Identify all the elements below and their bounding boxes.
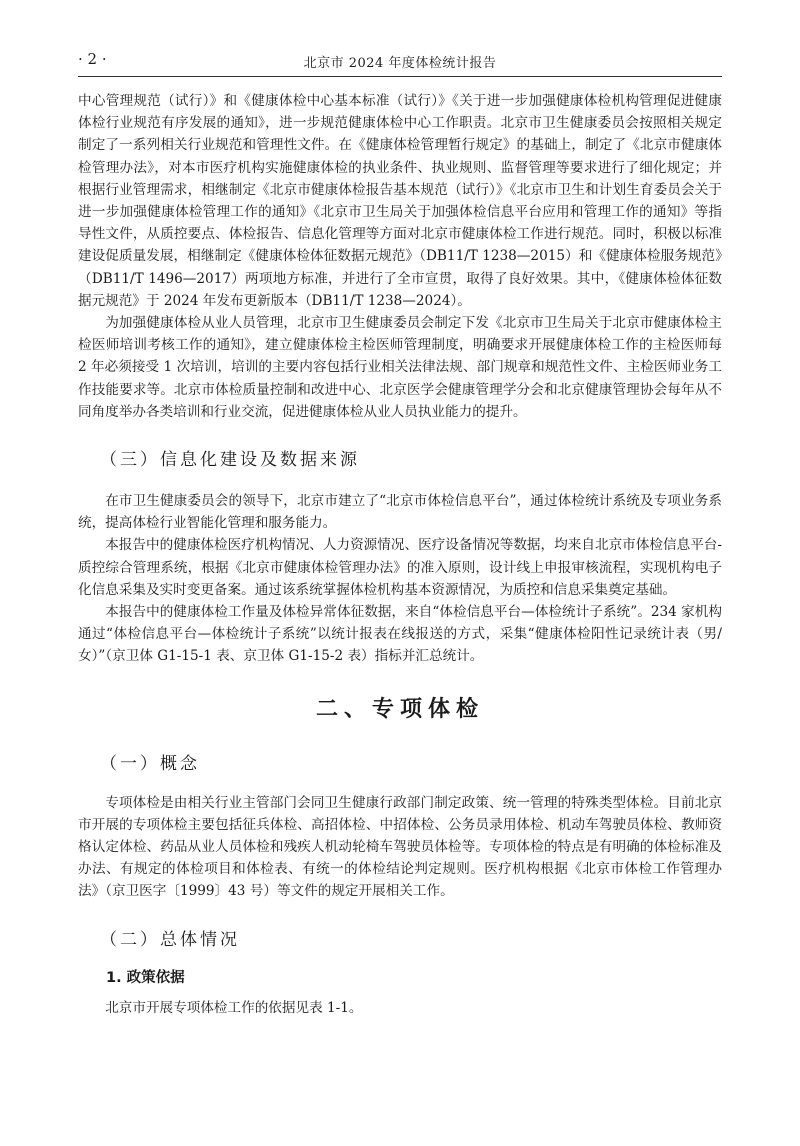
paragraph-staff-training: 为加强健康体检从业人员管理，北京市卫生健康委员会制定下发《北京市卫生局关于北京市健康体检主检医师培训考核工作的通知》，建立健康体检主检医师管理制度，明确要求开展健康体检工作的主检医师每 2 年必须接受 1 次培训，培训的主要内容包括行业相关法律法规、部门规章和规范性文件、主检医师业务工作技能要求等。北京市体检质量控制和改进中心、北京医学会健康管理学分会和北京健康管理协会每年从不同角度举办各类培训和行业交流，促进健康体检从业人员执业能力的提升。 [78,315,722,420]
paragraph-standards: 中心管理规范（试行）》和《健康体检中心基本标准（试行）》《关于进一步加强健康体检机构管理促进健康体检行业规范有序发展的通知》，进一步规范健康体检中心工作职责。北京市卫生健康委员会按照相关规定制定了一系列相关行业规范和管理性文件。在《健康体检管理暂行规定》的基础上，制定了《北京市健康体检管理办法》，对本市医疗机构实施健康体检的执业条件、执业规则、监督管理等要求进行了细化规定；并根据行业管理需求，相继制定《北京市健康体检报告基本规范（试行）》《北京市卫生和计划生育委员会关于进一步加强健康体检管理工作的通知》《北京市卫生局关于加强体检信息平台应用和管理工作的通知》等指导性文件，从质控要点、体检报告、信息化管理等方面对北京市健康体检工作进行规范。同时，积极以标准建设促质量发展，相继制定《健康体检体征数据元规范》（DB11/T 1238—2015）和《健康体检服务规范》（DB11/T 1496—2017）两项地方标准，并进行了全市宣贯，取得了良好效果。其中，《健康体检体征数据元规范》于 2024 年发布更新版本（DB11/T 1238—2024）。 [78,93,722,309]
header-divider [78,76,722,77]
subsection-heading-policy: 1. 政策依据 [106,969,185,986]
section-heading-overview: （二）总体情况 [100,929,240,950]
page-body [78,90,722,1019]
page-header [78,50,722,74]
paragraph-concept: 专项体检是由相关行业主管部门会同卫生健康行政部门制定政策、统一管理的特殊类型体检。目前北京市开展的专项体检主要包括征兵体检、高招体检、中招体检、公务员录用体检、机动车驾驶员体检、教师资格认定体检、药品从业人员体检和残疾人机动轮椅车驾驶员体检等。专项体检的特点是有明确的体检标准及办法、有规定的体检项目和体检表、有统一的体检结论判定规则。医疗机构根据《北京市体检工作管理办法》（京卫医字〔1999〕43 号）等文件的规定开展相关工作。 [78,794,722,900]
section-heading-concept: （一）概念 [100,753,200,774]
chapter-heading: 二、专项体检 [315,696,484,722]
paragraph-table-reference: 北京市开展专项体检工作的依据见表 1-1。 [105,999,363,1016]
page-number: · 2 · [78,50,107,68]
paragraph-workload-data: 本报告中的健康体检工作量及体检异常体征数据，来自“体检信息平台—体检统计子系统”。234 家机构通过“体检信息平台—体检统计子系统”以统计报表在线报送的方式，采集“健康体检阳性记录统计表（男/女）”（京卫体 G1-15-1 表、京卫体 G1-15-2 表）指标并汇总统计。 [78,604,722,665]
paragraph-resource-data: 本报告中的健康体检医疗机构情况、人力资源情况、医疗设备情况等数据，均来自北京市体检信息平台-质控综合管理系统，根据《北京市健康体检管理办法》的准入原则，设计线上申报审核流程，实现机构电子化信息采集及实时变更备案。通过该系统掌握体检机构基本资源情况，为质控和信息采集奠定基础。 [78,537,722,598]
paragraph-platform: 在市卫生健康委员会的领导下，北京市建立了“北京市体检信息平台”，通过体检统计系统及专项业务系统，提高体检行业智能化管理和服务能力。 [78,493,722,532]
running-title: 北京市 2024 年度体检统计报告 [303,56,497,71]
section-heading-info: （三）信息化建设及数据来源 [100,450,360,471]
